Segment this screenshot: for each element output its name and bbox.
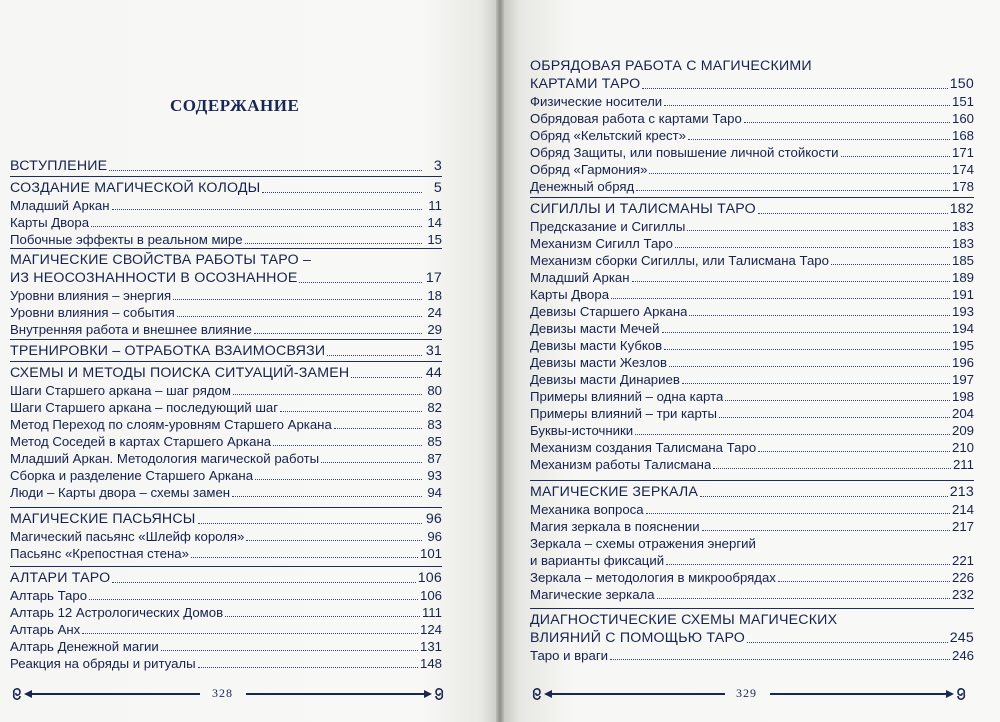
dot-leader (327, 354, 422, 356)
toc-page-number: 185 (951, 253, 974, 268)
toc-entry-title: Предсказание и Сигиллы (530, 219, 686, 234)
section-divider (10, 339, 442, 340)
toc-entry-title: Денежный обряд (530, 179, 635, 194)
dot-leader (334, 427, 422, 429)
toc-entry-title: Девизы Старшего Аркана (530, 304, 688, 319)
toc-entry (10, 528, 442, 545)
dot-leader (744, 121, 950, 123)
toc-entry (530, 269, 974, 286)
toc-entry-title: ВЛИЯНИЙ С ПОМОЩЬЮ ТАРО (530, 630, 746, 646)
toc-entry (530, 178, 974, 195)
toc-entry-title: КАРТАМИ ТАРО (530, 76, 641, 92)
toc-entry-title: СИГИЛЛЫ И ТАЛИСМАНЫ ТАРО (530, 201, 756, 217)
toc-entry (10, 638, 442, 655)
toc-entry-title: Магия зеркала в пояснении (530, 519, 700, 534)
toc-page-number: 82 (427, 400, 442, 415)
toc-entry-title: Магические зеркала (530, 587, 655, 602)
toc-entry-title: Механизм сборки Сигиллы, или Талисмана Таро (530, 253, 829, 268)
dot-leader (233, 393, 422, 395)
toc-entry (530, 93, 974, 110)
toc-entry (10, 399, 442, 416)
dot-leader (611, 297, 950, 299)
dot-leader (273, 444, 422, 446)
dot-leader (173, 298, 422, 300)
dot-leader (198, 666, 418, 668)
toc-entry (10, 304, 442, 321)
toc-page-number: 174 (951, 162, 974, 177)
toc-entry-title: Механика вопроса (530, 502, 644, 517)
toc-page-number: 217 (951, 519, 974, 534)
toc-entry-title: Обряд «Гармония» (530, 162, 648, 177)
toc-entry (530, 586, 974, 603)
book-gutter (496, 0, 504, 722)
toc-entry (530, 552, 974, 569)
toc-entry-title: ОБРЯДОВАЯ РАБОТА С МАГИЧЕСКИМИ (530, 58, 812, 74)
dot-leader (232, 495, 422, 497)
dot-leader (725, 399, 950, 401)
toc-entry-title: МАГИЧЕСКИЕ ЗЕРКАЛА (530, 484, 699, 500)
toc-page-number: 15 (427, 232, 442, 247)
toc-page-number: 183 (951, 236, 974, 251)
toc-entry (530, 647, 974, 664)
section-divider (530, 197, 974, 198)
toc-page-number: 94 (427, 485, 442, 500)
toc-section-heading (10, 158, 442, 175)
toc-page-number: 182 (949, 201, 974, 217)
toc-page-number: 150 (949, 76, 974, 92)
section-divider (10, 248, 442, 249)
dot-leader (82, 632, 418, 634)
toc-entry-title: Младший Аркан (530, 270, 630, 285)
toc-entry (10, 416, 442, 433)
toc-entry-title: ТРЕНИРОВКИ – ОТРАБОТКА ВЗАИМОСВЯЗИ (10, 343, 326, 359)
toc-section-heading (10, 511, 442, 528)
toc-entry-title: и варианты фиксаций (530, 553, 665, 568)
toc-entry-title: Уровни влияния – энергия (10, 288, 172, 303)
toc-page-number: 3 (433, 158, 442, 174)
toc-entry (530, 235, 974, 252)
dot-leader (688, 138, 950, 140)
toc-entry (530, 110, 974, 127)
toc-page-number: 221 (951, 553, 974, 568)
toc-entry (10, 287, 442, 304)
toc-entry-title: Внутренняя работа и внешнее влияние (10, 322, 252, 337)
toc-entry-title: Зеркала – методология в микрообрядах (530, 570, 776, 585)
toc-entry-title: Примеры влияний – одна карта (530, 389, 724, 404)
section-divider (530, 608, 974, 609)
toc-entry (530, 303, 974, 320)
dot-leader (664, 348, 950, 350)
toc-page-number: 168 (951, 128, 974, 143)
dot-leader (635, 433, 950, 435)
toc-page-number: 197 (951, 372, 974, 387)
dot-leader (198, 522, 422, 524)
dot-leader (669, 365, 950, 367)
page-title: СОДЕРЖАНИЕ (170, 96, 300, 115)
toc-section-heading (530, 612, 974, 629)
toc-entry (10, 450, 442, 467)
toc-page-number: 131 (419, 639, 442, 654)
toc-entry (530, 501, 974, 518)
dot-leader (112, 581, 415, 583)
toc-page-number: 80 (427, 383, 442, 398)
toc-page-number: 93 (427, 468, 442, 483)
dot-leader (758, 450, 950, 452)
dot-leader (299, 281, 422, 283)
toc-entry-title: Уровни влияния – события (10, 305, 175, 320)
toc-entry-title: Алтарь Анх (10, 622, 81, 637)
toc-page-number: 106 (417, 570, 442, 586)
dot-leader (649, 172, 950, 174)
flourish-left-icon (530, 684, 570, 704)
dot-leader (91, 225, 422, 227)
toc-entry (530, 439, 974, 456)
toc-entry-title: Физические носители (530, 94, 663, 109)
dot-leader (719, 416, 950, 418)
toc-entry-title: Примеры влияний – три карты (530, 406, 718, 421)
toc-page-number: 96 (427, 529, 442, 544)
dot-leader (664, 104, 950, 106)
dot-leader (758, 212, 948, 214)
toc-entry-title: СХЕМЫ И МЕТОДЫ ПОИСКА СИТУАЦИЙ-ЗАМЕН (10, 365, 350, 381)
toc-page-number: 210 (951, 440, 974, 455)
dot-leader (321, 461, 422, 463)
dot-leader (246, 539, 422, 541)
toc-entry (530, 337, 974, 354)
dot-leader (778, 580, 950, 582)
dot-leader (89, 598, 418, 600)
flourish-right-icon (406, 684, 450, 704)
toc-entry-title: МАГИЧЕСКИЕ ПАСЬЯНСЫ (10, 511, 196, 527)
toc-entry (530, 569, 974, 586)
dot-leader (689, 314, 950, 316)
toc-entry (530, 161, 974, 178)
toc-entry-title: ИЗ НЕОСОЗНАННОСТИ В ОСОЗНАННОЕ (10, 270, 298, 286)
dot-leader (610, 658, 950, 660)
toc-entry-title: Зеркала – схемы отражения энергий (530, 536, 756, 551)
toc-page-number: 198 (951, 389, 974, 404)
dot-leader (636, 189, 950, 191)
flourish-right-icon (928, 684, 972, 704)
dot-leader (700, 495, 948, 497)
toc-entry (530, 518, 974, 535)
toc-entry-title: Механизм работы Талисмана (530, 457, 712, 472)
toc-entry (10, 214, 442, 231)
toc-page-number: 11 (428, 198, 442, 213)
dot-leader (646, 512, 950, 514)
dot-leader (351, 376, 422, 378)
toc-section-heading (10, 252, 442, 269)
toc-page-number: 209 (951, 423, 974, 438)
toc-entry (10, 621, 442, 638)
toc-entry (530, 371, 974, 388)
toc-entry-title: Обряд Защиты, или повышение личной стойкости (530, 145, 839, 160)
toc-entry (10, 382, 442, 399)
toc-page-number: 232 (951, 587, 974, 602)
toc-entry-title: ВСТУПЛЕНИЕ (10, 158, 108, 174)
toc-section-heading (530, 58, 974, 75)
dot-leader (642, 87, 947, 89)
toc-section-heading (10, 270, 442, 287)
toc-section-heading (530, 484, 974, 501)
dot-leader (255, 478, 422, 480)
dot-leader (687, 229, 950, 231)
right-toc (504, 0, 1000, 722)
toc-page-number: 24 (427, 305, 442, 320)
toc-entry (530, 320, 974, 337)
toc-entry-title: Алтарь Таро (10, 588, 88, 603)
toc-entry-title: Карты Двора (530, 287, 610, 302)
dot-leader (831, 263, 950, 265)
toc-page-number: 171 (951, 145, 974, 160)
toc-entry-title: Младший Аркан. Методология магической работы (10, 451, 320, 466)
toc-entry (530, 127, 974, 144)
toc-entry (530, 354, 974, 371)
toc-page-number: 246 (951, 648, 974, 663)
dot-leader (262, 191, 422, 193)
toc-entry (530, 388, 974, 405)
toc-entry-title: Реакция на обряды и ритуалы (10, 656, 196, 671)
dot-leader (161, 649, 418, 651)
toc-page-number: 195 (951, 338, 974, 353)
toc-entry-title: Магический пасьянс «Шлейф короля» (10, 529, 245, 544)
toc-entry (10, 197, 442, 214)
dot-leader (112, 208, 423, 210)
toc-page-number: 191 (951, 287, 974, 302)
toc-entry-title: Побочные эффекты в реальном мире (10, 232, 243, 247)
toc-page-number: 17 (425, 270, 442, 286)
toc-entry-title: Шаги Старшего аркана – последующий шаг (10, 400, 279, 415)
toc-page-number: 178 (951, 179, 974, 194)
toc-page-number: 87 (427, 451, 442, 466)
dot-leader (682, 382, 950, 384)
dot-leader (657, 597, 950, 599)
toc-page-number: 196 (951, 355, 974, 370)
dot-leader (280, 410, 422, 412)
toc-page-number: 31 (425, 343, 442, 359)
dot-leader (666, 563, 950, 565)
toc-entry-title: Метод Переход по слоям-уровням Старшего Аркана (10, 417, 332, 432)
toc-entry-title: Младший Аркан (10, 198, 110, 213)
toc-page-number: 226 (951, 570, 974, 585)
toc-entry (530, 286, 974, 303)
dot-leader (225, 615, 420, 617)
toc-entry-title: Обряд «Кельтский крест» (530, 128, 687, 143)
dot-leader (747, 641, 948, 643)
dot-leader (702, 529, 950, 531)
toc-entry (530, 218, 974, 235)
toc-entry-title: Карты Двора (10, 215, 90, 230)
dot-leader (841, 155, 950, 157)
toc-entry-title: ДИАГНОСТИЧЕСКИЕ СХЕМЫ МАГИЧЕСКИХ (530, 612, 838, 628)
toc-page-number: 189 (951, 270, 974, 285)
dot-leader (675, 246, 950, 248)
toc-entry (530, 405, 974, 422)
toc-entry-title: Таро и враги (530, 648, 609, 663)
toc-page-number: 151 (951, 94, 974, 109)
dot-leader (632, 280, 950, 282)
toc-entry (530, 535, 974, 552)
toc-entry (10, 321, 442, 338)
toc-page-number: 111 (421, 605, 442, 620)
toc-entry-title: Пасьянс «Крепостная стена» (10, 546, 189, 561)
toc-entry (10, 655, 442, 672)
toc-entry (10, 433, 442, 450)
dot-leader (713, 467, 951, 469)
toc-page-number: 194 (951, 321, 974, 336)
toc-entry-title: Метод Соседей в картах Старшего Аркана (10, 434, 272, 449)
toc-entry (10, 484, 442, 501)
dot-leader (662, 331, 950, 333)
toc-entry (10, 587, 442, 604)
toc-page-number: 101 (419, 546, 442, 561)
section-divider (10, 507, 442, 508)
toc-page-number: 214 (951, 502, 974, 517)
right-page (504, 0, 1000, 722)
toc-entry (10, 467, 442, 484)
toc-entry-title: Девизы масти Динариев (530, 372, 680, 387)
left-page (0, 0, 496, 722)
toc-entry-title: Шаги Старшего аркана – шаг рядом (10, 383, 231, 398)
toc-entry-title: Механизм Сигилл Таро (530, 236, 673, 251)
left-toc (0, 0, 496, 722)
toc-entry-title: СОЗДАНИЕ МАГИЧЕСКОЙ КОЛОДЫ (10, 180, 261, 196)
toc-page-number: 14 (427, 215, 442, 230)
toc-page-number: 160 (951, 111, 974, 126)
toc-entry-title: Алтарь Денежной магии (10, 639, 159, 654)
toc-page-number: 148 (419, 656, 442, 671)
toc-entry-title: Сборка и разделение Старшего Аркана (10, 468, 254, 483)
right-footer-ornament (530, 684, 970, 704)
toc-page-number: 29 (427, 322, 442, 337)
toc-page-number: 96 (425, 511, 442, 527)
flourish-left-icon (10, 684, 50, 704)
dot-leader (177, 315, 422, 317)
toc-page-number: 44 (425, 365, 442, 381)
toc-entry (530, 252, 974, 269)
toc-entry-title: АЛТАРИ ТАРО (10, 570, 111, 586)
toc-entry (530, 456, 974, 473)
toc-section-heading (10, 570, 442, 587)
toc-section-heading (10, 343, 442, 360)
toc-page-number: 106 (419, 588, 442, 603)
toc-entry-title: Обрядовая работа с картами Таро (530, 111, 742, 126)
toc-page-number: 204 (951, 406, 974, 421)
toc-page-number: 193 (951, 304, 974, 319)
toc-section-heading (530, 630, 974, 647)
toc-entry (10, 604, 442, 621)
section-divider (530, 480, 974, 481)
toc-page-number: 85 (427, 434, 442, 449)
toc-entry-title: Буквы-источники (530, 423, 634, 438)
toc-entry (10, 545, 442, 562)
toc-page-number: 83 (427, 417, 442, 432)
toc-section-heading (10, 365, 442, 382)
toc-page-number: 18 (427, 288, 442, 303)
toc-entry-title: Механизм создания Талисмана Таро (530, 440, 757, 455)
dot-leader (254, 332, 422, 334)
toc-page-number: 124 (419, 622, 442, 637)
toc-entry-title: Девизы масти Кубков (530, 338, 663, 353)
section-divider (10, 361, 442, 362)
toc-entry (530, 144, 974, 161)
toc-entry (10, 231, 442, 248)
toc-page-number: 5 (433, 180, 442, 196)
toc-section-heading (10, 180, 442, 197)
toc-section-heading (530, 76, 974, 93)
dot-leader (191, 556, 418, 558)
page-number: 329 (736, 686, 757, 700)
toc-page-number: 211 (952, 457, 974, 472)
toc-entry-title: Люди – Карты двора – схемы замен (10, 485, 231, 500)
toc-entry-title: Девизы масти Жезлов (530, 355, 668, 370)
section-divider (10, 566, 442, 567)
toc-entry-title: МАГИЧЕСКИЕ СВОЙСТВА РАБОТЫ ТАРО – (10, 252, 312, 268)
left-footer-ornament (10, 684, 450, 704)
toc-page-number: 245 (949, 630, 974, 646)
page-number: 328 (212, 686, 233, 700)
toc-entry (530, 422, 974, 439)
toc-section-heading (530, 201, 974, 218)
dot-leader (109, 169, 422, 171)
toc-entry-title: Девизы масти Мечей (530, 321, 660, 336)
toc-page-number: 213 (949, 484, 974, 500)
dot-leader (245, 242, 422, 244)
toc-page-number: 183 (951, 219, 974, 234)
section-divider (10, 176, 442, 177)
toc-entry-title: Алтарь 12 Астрологических Домов (10, 605, 224, 620)
